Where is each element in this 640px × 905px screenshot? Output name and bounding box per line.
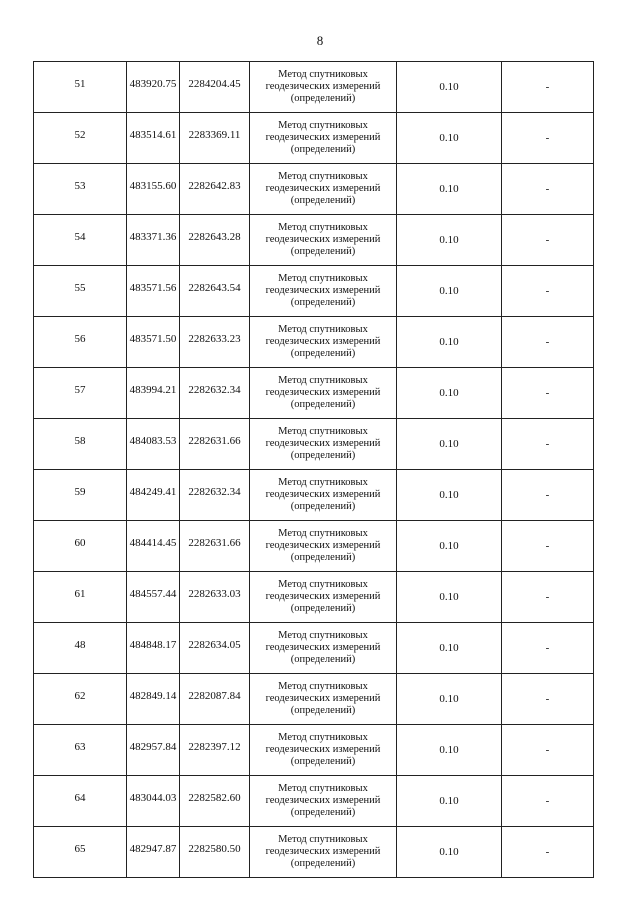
table-row <box>34 419 594 470</box>
point-number-cell: 63 <box>34 725 127 776</box>
y-coordinate-cell: 2282087.84 <box>180 674 250 725</box>
point-number-cell: 51 <box>34 62 127 113</box>
y-coordinate-cell: 2282582.60 <box>180 776 250 827</box>
table-row <box>34 470 594 521</box>
accuracy-cell: 0.10 <box>397 368 502 419</box>
x-coordinate-cell: 484557.44 <box>127 572 180 623</box>
x-coordinate-cell: 483044.03 <box>127 776 180 827</box>
y-coordinate-cell: 2282643.54 <box>180 266 250 317</box>
accuracy-cell: 0.10 <box>397 827 502 878</box>
method-cell <box>250 521 397 572</box>
method-line: геодезических измерений <box>265 234 381 245</box>
description-cell: - <box>502 827 594 878</box>
table-row <box>34 62 594 113</box>
accuracy-cell: 0.10 <box>397 521 502 572</box>
method-line: Метод спутниковых <box>278 681 368 692</box>
method-line: (определений) <box>290 93 356 104</box>
table-row <box>34 827 594 878</box>
method-line: Метод спутниковых <box>278 426 368 437</box>
page-number: 8 <box>316 33 324 48</box>
y-coordinate-cell: 2282632.34 <box>180 470 250 521</box>
y-coordinate-cell: 2282642.83 <box>180 164 250 215</box>
method-line: геодезических измерений <box>265 540 381 551</box>
method-cell <box>250 725 397 776</box>
method-cell <box>250 776 397 827</box>
table-row <box>34 623 594 674</box>
method-line: геодезических измерений <box>265 642 381 653</box>
y-coordinate-cell: 2282632.34 <box>180 368 250 419</box>
method-line: (определений) <box>290 858 356 869</box>
accuracy-cell: 0.10 <box>397 215 502 266</box>
point-number-cell: 57 <box>34 368 127 419</box>
accuracy-cell: 0.10 <box>397 62 502 113</box>
y-coordinate-cell: 2282631.66 <box>180 521 250 572</box>
method-line: (определений) <box>290 705 356 716</box>
x-coordinate-cell: 484848.17 <box>127 623 180 674</box>
accuracy-cell: 0.10 <box>397 623 502 674</box>
method-line: геодезических измерений <box>265 81 381 92</box>
method-line: Метод спутниковых <box>278 120 368 131</box>
method-line: Метод спутниковых <box>278 324 368 335</box>
x-coordinate-cell: 484249.41 <box>127 470 180 521</box>
table-row <box>34 368 594 419</box>
description-cell: - <box>502 215 594 266</box>
table-row <box>34 725 594 776</box>
x-coordinate-cell: 483994.21 <box>127 368 180 419</box>
accuracy-cell: 0.10 <box>397 113 502 164</box>
method-line: геодезических измерений <box>265 183 381 194</box>
x-coordinate-cell: 483920.75 <box>127 62 180 113</box>
method-line: Метод спутниковых <box>278 528 368 539</box>
point-number-cell: 52 <box>34 113 127 164</box>
coordinates-table-body <box>34 62 594 878</box>
method-line: Метод спутниковых <box>278 375 368 386</box>
method-cell <box>250 215 397 266</box>
method-line: геодезических измерений <box>265 438 381 449</box>
table-row <box>34 266 594 317</box>
description-cell: - <box>502 623 594 674</box>
method-line: Метод спутниковых <box>278 579 368 590</box>
table-row <box>34 776 594 827</box>
description-cell: - <box>502 776 594 827</box>
method-line: Метод спутниковых <box>278 171 368 182</box>
method-cell <box>250 317 397 368</box>
method-line: геодезических измерений <box>265 846 381 857</box>
method-line: (определений) <box>290 552 356 563</box>
x-coordinate-cell: 483155.60 <box>127 164 180 215</box>
method-cell <box>250 827 397 878</box>
method-line: (определений) <box>290 807 356 818</box>
y-coordinate-cell: 2282580.50 <box>180 827 250 878</box>
point-number-cell: 59 <box>34 470 127 521</box>
method-line: (определений) <box>290 501 356 512</box>
point-number-cell: 54 <box>34 215 127 266</box>
method-line: (определений) <box>290 654 356 665</box>
table-row <box>34 113 594 164</box>
method-line: геодезических измерений <box>265 591 381 602</box>
x-coordinate-cell: 483371.36 <box>127 215 180 266</box>
accuracy-cell: 0.10 <box>397 470 502 521</box>
x-coordinate-cell: 482947.87 <box>127 827 180 878</box>
table-row <box>34 215 594 266</box>
accuracy-cell: 0.10 <box>397 776 502 827</box>
method-line: (определений) <box>290 195 356 206</box>
table-row <box>34 572 594 623</box>
method-line: геодезических измерений <box>265 132 381 143</box>
method-line: геодезических измерений <box>265 795 381 806</box>
accuracy-cell: 0.10 <box>397 419 502 470</box>
method-cell <box>250 572 397 623</box>
table-row <box>34 674 594 725</box>
table-row <box>34 164 594 215</box>
method-line: Метод спутниковых <box>278 834 368 845</box>
coordinates-table <box>33 61 594 878</box>
method-line: геодезических измерений <box>265 387 381 398</box>
description-cell: - <box>502 266 594 317</box>
description-cell: - <box>502 419 594 470</box>
method-cell <box>250 62 397 113</box>
method-cell <box>250 164 397 215</box>
point-number-cell: 58 <box>34 419 127 470</box>
x-coordinate-cell: 484083.53 <box>127 419 180 470</box>
method-line: (определений) <box>290 450 356 461</box>
y-coordinate-cell: 2282643.28 <box>180 215 250 266</box>
description-cell: - <box>502 62 594 113</box>
table-row <box>34 317 594 368</box>
method-line: Метод спутниковых <box>278 732 368 743</box>
description-cell: - <box>502 521 594 572</box>
method-cell <box>250 113 397 164</box>
x-coordinate-cell: 483571.50 <box>127 317 180 368</box>
description-cell: - <box>502 674 594 725</box>
method-line: Метод спутниковых <box>278 222 368 233</box>
method-line: геодезических измерений <box>265 336 381 347</box>
y-coordinate-cell: 2282633.23 <box>180 317 250 368</box>
method-line: Метод спутниковых <box>278 630 368 641</box>
method-cell <box>250 623 397 674</box>
point-number-cell: 61 <box>34 572 127 623</box>
point-number-cell: 53 <box>34 164 127 215</box>
y-coordinate-cell: 2283369.11 <box>180 113 250 164</box>
method-line: геодезических измерений <box>265 693 381 704</box>
method-line: Метод спутниковых <box>278 477 368 488</box>
point-number-cell: 64 <box>34 776 127 827</box>
description-cell: - <box>502 470 594 521</box>
y-coordinate-cell: 2282631.66 <box>180 419 250 470</box>
method-line: (определений) <box>290 756 356 767</box>
description-cell: - <box>502 164 594 215</box>
description-cell: - <box>502 725 594 776</box>
method-line: геодезических измерений <box>265 744 381 755</box>
method-line: Метод спутниковых <box>278 273 368 284</box>
accuracy-cell: 0.10 <box>397 317 502 368</box>
method-line: (определений) <box>290 399 356 410</box>
accuracy-cell: 0.10 <box>397 725 502 776</box>
method-line: (определений) <box>290 246 356 257</box>
x-coordinate-cell: 482849.14 <box>127 674 180 725</box>
description-cell: - <box>502 368 594 419</box>
method-line: геодезических измерений <box>265 285 381 296</box>
x-coordinate-cell: 483514.61 <box>127 113 180 164</box>
description-cell: - <box>502 572 594 623</box>
point-number-cell: 65 <box>34 827 127 878</box>
method-cell <box>250 470 397 521</box>
table-row <box>34 521 594 572</box>
method-line: (определений) <box>290 297 356 308</box>
accuracy-cell: 0.10 <box>397 572 502 623</box>
description-cell: - <box>502 113 594 164</box>
method-line: (определений) <box>290 603 356 614</box>
y-coordinate-cell: 2284204.45 <box>180 62 250 113</box>
accuracy-cell: 0.10 <box>397 164 502 215</box>
x-coordinate-cell: 483571.56 <box>127 266 180 317</box>
method-cell <box>250 674 397 725</box>
description-cell: - <box>502 317 594 368</box>
point-number-cell: 56 <box>34 317 127 368</box>
y-coordinate-cell: 2282634.05 <box>180 623 250 674</box>
x-coordinate-cell: 484414.45 <box>127 521 180 572</box>
accuracy-cell: 0.10 <box>397 266 502 317</box>
y-coordinate-cell: 2282633.03 <box>180 572 250 623</box>
x-coordinate-cell: 482957.84 <box>127 725 180 776</box>
method-cell <box>250 266 397 317</box>
method-cell <box>250 419 397 470</box>
method-cell <box>250 368 397 419</box>
point-number-cell: 55 <box>34 266 127 317</box>
method-line: Метод спутниковых <box>278 783 368 794</box>
method-line: (определений) <box>290 348 356 359</box>
method-line: (определений) <box>290 144 356 155</box>
method-line: Метод спутниковых <box>278 69 368 80</box>
point-number-cell: 62 <box>34 674 127 725</box>
accuracy-cell: 0.10 <box>397 674 502 725</box>
method-line: геодезических измерений <box>265 489 381 500</box>
point-number-cell: 48 <box>34 623 127 674</box>
point-number-cell: 60 <box>34 521 127 572</box>
y-coordinate-cell: 2282397.12 <box>180 725 250 776</box>
